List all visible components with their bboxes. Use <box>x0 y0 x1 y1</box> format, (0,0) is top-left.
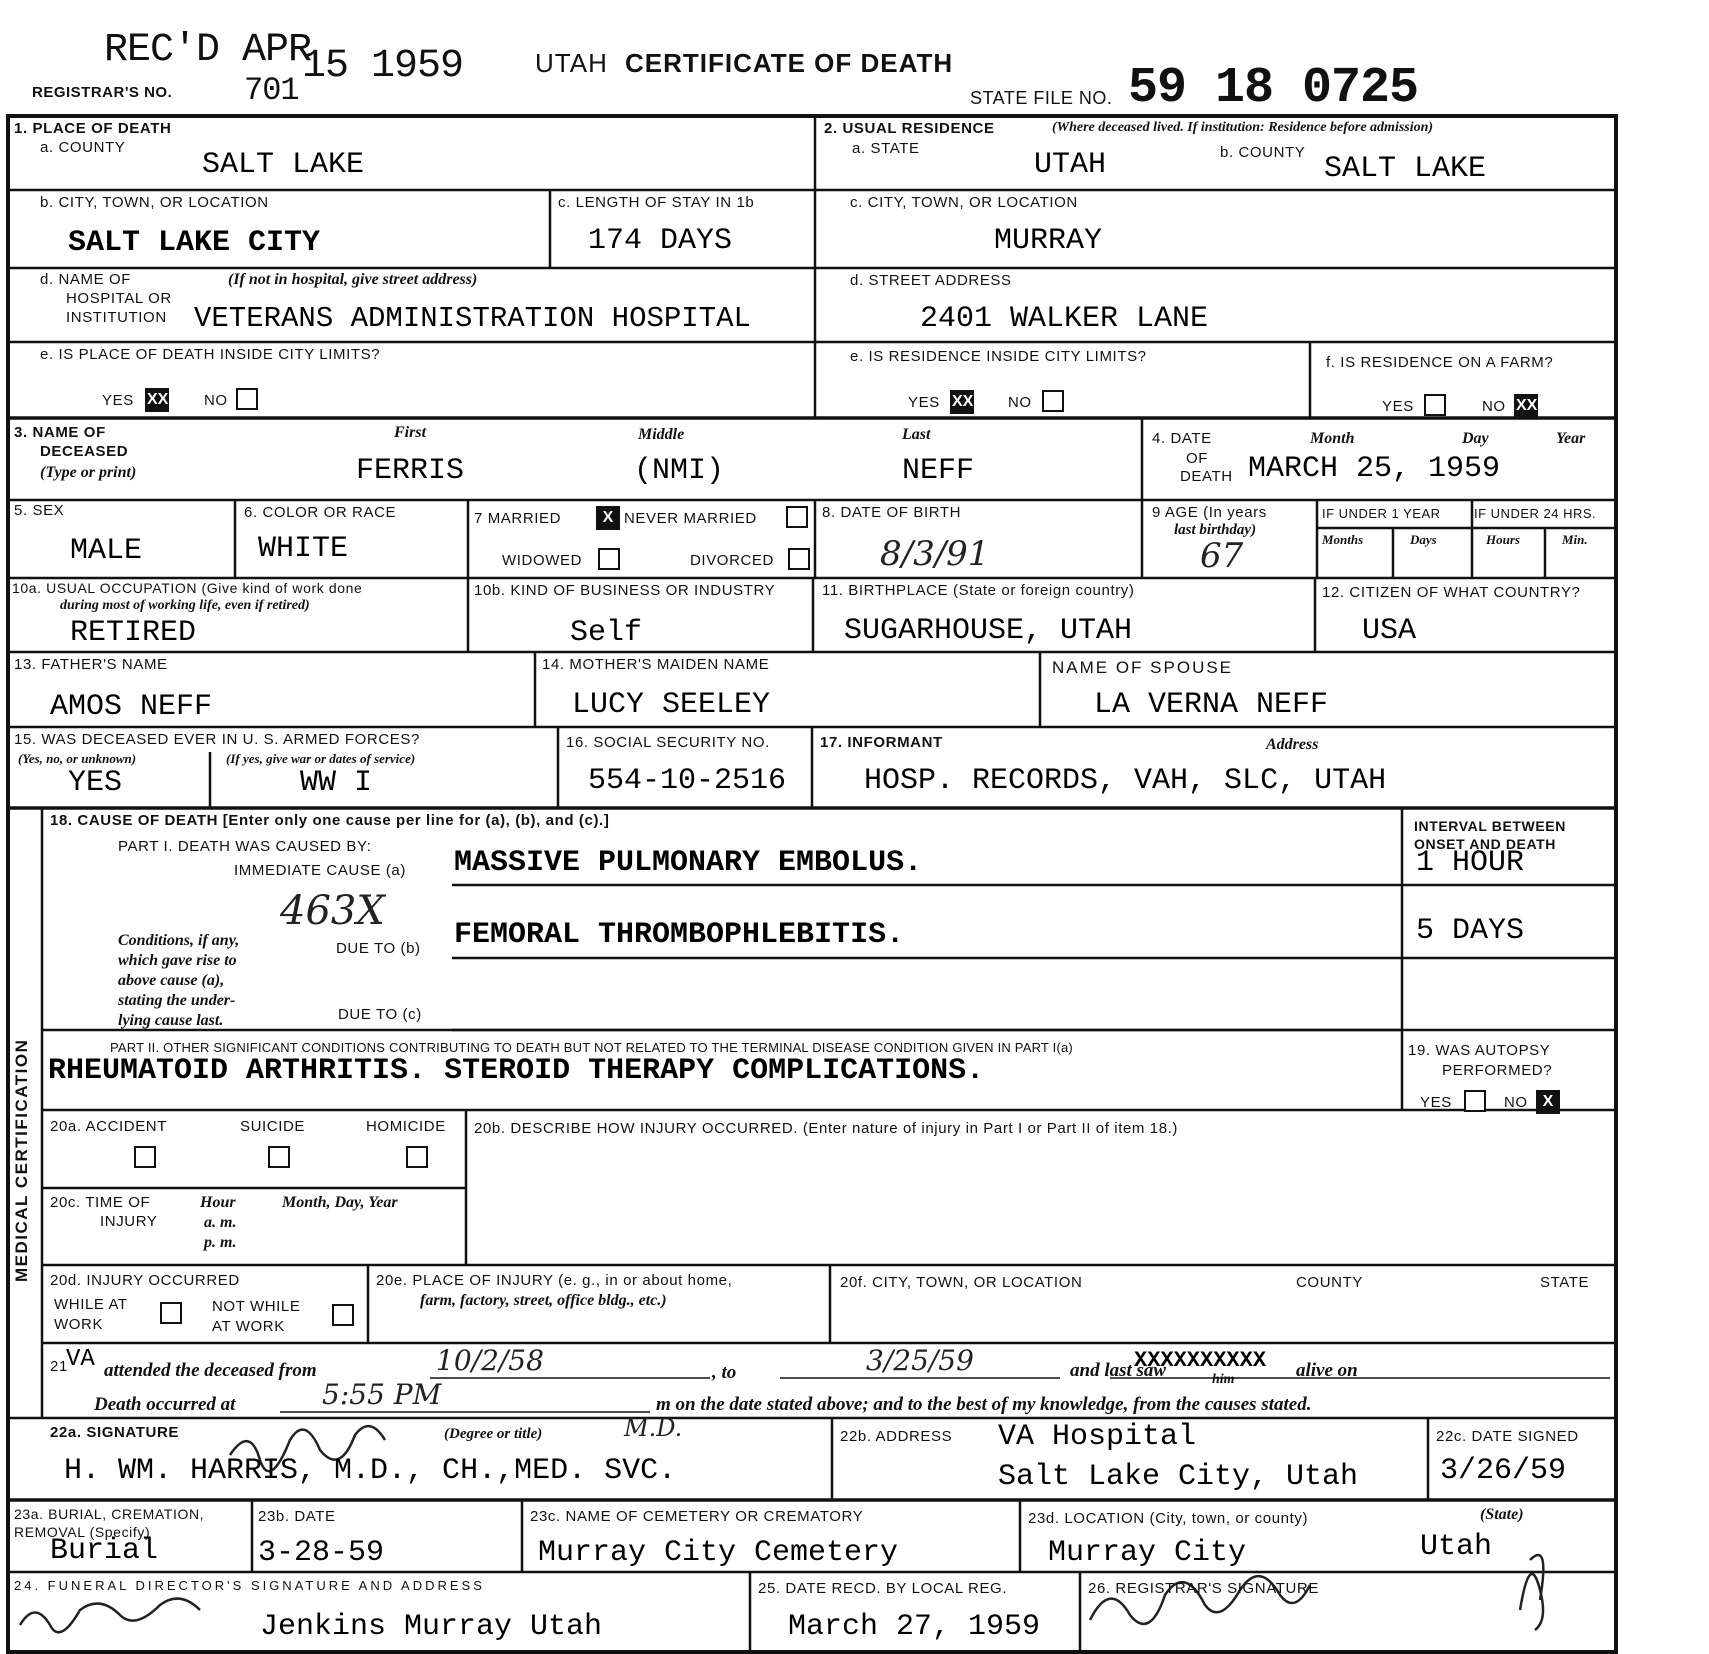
injury-state-label: STATE <box>1540 1274 1590 1291</box>
conditions-line-4: stating the under- <box>118 992 236 1009</box>
occupation-label: 10a. USUAL OCCUPATION (Give kind of work done <box>12 580 363 596</box>
farm-yes-checkbox[interactable] <box>1424 394 1446 416</box>
hospital-note: (If not in hospital, give street address) <box>228 271 478 288</box>
street-address: 2401 WALKER LANE <box>920 302 1209 336</box>
injury-city-label: 20f. CITY, TOWN, OR LOCATION <box>840 1274 1083 1291</box>
suicide-checkbox[interactable] <box>268 1146 290 1168</box>
residence-city: MURRAY <box>994 224 1103 258</box>
state-file-label: STATE FILE NO. <box>970 88 1113 108</box>
father-name: AMOS NEFF <box>50 690 213 724</box>
received-date: 15 1959 <box>302 44 464 89</box>
death-occurred-label: Death occurred at <box>94 1394 236 1415</box>
sex-label: 5. SEX <box>14 502 65 519</box>
date-of-birth: 8/3/91 <box>880 534 990 574</box>
conditions-line-2: which gave rise to <box>118 952 237 969</box>
residence-limits-label: e. IS RESIDENCE INSIDE CITY LIMITS? <box>850 348 1147 365</box>
conditions-line-3: above cause (a), <box>118 972 225 989</box>
degree-label: (Degree or title) <box>444 1426 543 1442</box>
citizen-label: 12. CITIZEN OF WHAT COUNTRY? <box>1322 584 1581 601</box>
autopsy-label-2: PERFORMED? <box>1442 1062 1553 1079</box>
hours-label: Hours <box>1486 532 1520 547</box>
injury-description-label: 20b. DESCRIBE HOW INJURY OCCURRED. (Enter nature of injury in Part I or Part II of item 18.) <box>474 1120 1179 1137</box>
received-stamp: REC'D APR <box>104 28 312 73</box>
accident-checkbox[interactable] <box>134 1146 156 1168</box>
interval-label: INTERVAL BETWEEN <box>1414 818 1566 834</box>
social-security-no: 554-10-2516 <box>588 764 787 798</box>
medical-certification-label: MEDICAL CERTIFICATION <box>12 1038 31 1282</box>
months-label: Months <box>1322 532 1364 547</box>
injury-occurred-label: 20d. INJURY OCCURRED <box>50 1272 240 1289</box>
under-1-year-label: IF UNDER 1 YEAR <box>1322 506 1441 521</box>
never-married-checkbox[interactable] <box>786 506 808 528</box>
part1-label: PART I. DEATH WAS CAUSED BY: <box>118 838 372 855</box>
residence-limits-no-label: NO <box>1008 394 1032 411</box>
date-of-death: MARCH 25, 1959 <box>1248 452 1501 486</box>
cemetery-name: Murray City Cemetery <box>538 1536 899 1570</box>
stay-label: c. LENGTH OF STAY IN 1b <box>558 194 755 211</box>
inside-limits-label: e. IS PLACE OF DEATH INSIDE CITY LIMITS? <box>40 346 381 363</box>
farm-no-label: NO <box>1482 398 1506 415</box>
day-label: Day <box>1462 430 1489 447</box>
struck-text: XXXXXXXXXX <box>1134 1348 1267 1373</box>
cemetery-state: Utah <box>1420 1530 1493 1564</box>
month-label: Month <box>1310 430 1355 447</box>
cause-code: 463X <box>280 888 385 934</box>
residence-note: (Where deceased lived. If institution: Residence before admission) <box>1052 120 1434 135</box>
name-label-2: DECEASED <box>40 443 129 460</box>
not-while-work-label-2: AT WORK <box>212 1318 285 1335</box>
year-label: Year <box>1556 430 1586 447</box>
suicide-label: SUICIDE <box>240 1118 306 1135</box>
registrar-no: 701 <box>244 72 299 109</box>
accident-label: 20a. ACCIDENT <box>50 1118 168 1135</box>
cemetery-location-label: 23d. LOCATION (City, town, or county) <box>1028 1510 1309 1527</box>
am-label: a. m. <box>204 1214 237 1231</box>
title-state: UTAH <box>535 48 608 78</box>
hospital-label-2: HOSPITAL OR <box>66 290 172 307</box>
due-to-b-label: DUE TO (b) <box>336 940 421 957</box>
death-limits-yes-label: YES <box>102 392 134 409</box>
date-recd-label: 25. DATE RECD. BY LOCAL REG. <box>758 1580 1008 1597</box>
dod-label-2: OF <box>1186 450 1209 467</box>
residence-limits-yes-checkbox[interactable]: XX <box>950 390 974 414</box>
middle-label: Middle <box>638 426 685 443</box>
street-label: d. STREET ADDRESS <box>850 272 1012 289</box>
residence-state-label: a. STATE <box>852 140 920 157</box>
death-county: SALT LAKE <box>202 148 365 182</box>
death-limits-no-checkbox[interactable] <box>236 388 258 410</box>
residence-state: UTAH <box>1034 148 1107 182</box>
divorced-checkbox[interactable] <box>788 548 810 570</box>
county-label: a. COUNTY <box>40 139 126 156</box>
business-label: 10b. KIND OF BUSINESS OR INDUSTRY <box>474 582 776 599</box>
him-text: him <box>1212 1372 1235 1387</box>
cemetery-state-label: (State) <box>1480 1506 1524 1523</box>
mother-name: LUCY SEELEY <box>572 688 771 722</box>
signer-name: H. WM. HARRIS, M.D., CH.,MED. SVC. <box>64 1454 677 1488</box>
state-file-no: 59 18 0725 <box>1128 60 1419 117</box>
forces-sub-2: (If yes, give war or dates of service) <box>226 751 416 766</box>
birthplace: SUGARHOUSE, UTAH <box>844 614 1133 648</box>
sex: MALE <box>70 534 143 568</box>
autopsy-yes-checkbox[interactable] <box>1464 1090 1486 1112</box>
part2-label: PART II. OTHER SIGNIFICANT CONDITIONS CONTRIBUTING TO DEATH BUT NOT RELATED TO THE TERMINAL DISEASE CONDITION GIVEN IN PART I(a) <box>110 1040 1073 1055</box>
under-24-hrs-label: IF UNDER 24 HRS. <box>1474 506 1597 521</box>
immediate-cause-label: IMMEDIATE CAUSE (a) <box>234 862 406 879</box>
burial-label: 23a. BURIAL, CREMATION, <box>14 1506 205 1522</box>
days-label: Days <box>1410 532 1437 547</box>
cause-a: MASSIVE PULMONARY EMBOLUS. <box>454 846 923 880</box>
attendance-prefix: 21 <box>50 1358 68 1375</box>
pm-label: p. m. <box>204 1234 237 1251</box>
widowed-label: WIDOWED <box>502 552 583 569</box>
conditions-line-1: Conditions, if any, <box>118 932 240 949</box>
signer-address-2: Salt Lake City, Utah <box>998 1460 1359 1494</box>
divorced-label: DIVORCED <box>690 552 774 569</box>
due-to-c-label: DUE TO (c) <box>338 1006 422 1023</box>
last-name: NEFF <box>902 454 975 488</box>
interval-label-2: ONSET AND DEATH <box>1414 836 1556 852</box>
first-label: First <box>394 424 427 441</box>
mdy-label: Month, Day, Year <box>282 1194 398 1211</box>
place-of-injury-label-2: farm, factory, street, office bldg., etc.) <box>420 1292 667 1309</box>
mother-label: 14. MOTHER'S MAIDEN NAME <box>542 656 770 673</box>
attended-to: 3/25/59 <box>866 1344 974 1377</box>
never-married-label: NEVER MARRIED <box>624 510 757 527</box>
min-label: Min. <box>1562 532 1588 547</box>
residence-county-label: b. COUNTY <box>1220 144 1306 161</box>
name-label-3: (Type or print) <box>40 464 137 481</box>
while-at-work-label: WHILE AT <box>54 1296 128 1313</box>
informant-label: 17. INFORMANT <box>820 734 943 751</box>
farm-yes-label: YES <box>1382 398 1414 415</box>
autopsy-yes-label: YES <box>1420 1094 1452 1111</box>
farm-label: f. IS RESIDENCE ON A FARM? <box>1326 354 1554 371</box>
hospital-label: d. NAME OF <box>40 271 132 288</box>
middle-name: (NMI) <box>634 454 725 488</box>
war-service: WW I <box>300 766 373 800</box>
race: WHITE <box>258 532 349 566</box>
attended-from: 10/2/58 <box>436 1344 544 1377</box>
name-label: 3. NAME OF <box>14 424 106 441</box>
age-label-2: last birthday) <box>1174 522 1257 538</box>
cemetery-location: Murray City <box>1048 1536 1247 1570</box>
attended-text: attended the deceased from <box>104 1360 317 1381</box>
degree-handwritten: M.D. <box>624 1414 683 1442</box>
widowed-checkbox[interactable] <box>598 548 620 570</box>
age-label: 9 AGE (In years <box>1152 504 1267 521</box>
injury-county-label: COUNTY <box>1296 1274 1363 1291</box>
part2-conditions: RHEUMATOID ARTHRITIS. STEROID THERAPY COMPLICATIONS. <box>48 1054 985 1088</box>
forces-label: 15. WAS DECEASED EVER IN U. S. ARMED FORCES? <box>14 731 420 748</box>
birthplace-label: 11. BIRTHPLACE (State or foreign country) <box>822 582 1135 599</box>
not-while-work-label: NOT WHILE <box>212 1298 301 1315</box>
hour-label: Hour <box>200 1194 236 1211</box>
while-at-work-checkbox[interactable] <box>160 1302 182 1324</box>
residence-label: 2. USUAL RESIDENCE <box>824 120 995 137</box>
age: 67 <box>1200 536 1244 576</box>
and-last-saw: and last saw <box>1070 1360 1167 1381</box>
death-city: SALT LAKE CITY <box>68 226 321 260</box>
burial-type: Burial <box>50 1534 159 1568</box>
spouse-label: NAME OF SPOUSE <box>1052 658 1234 677</box>
autopsy-label: 19. WAS AUTOPSY <box>1408 1042 1551 1059</box>
place-of-injury-label: 20e. PLACE OF INJURY (e. g., in or about home, <box>376 1272 733 1289</box>
certificate-title: CERTIFICATE OF DEATH <box>625 48 954 78</box>
dob-label: 8. DATE OF BIRTH <box>822 504 962 521</box>
city-label: b. CITY, TOWN, OR LOCATION <box>40 194 269 211</box>
autopsy-no-checkbox[interactable]: X <box>1536 1090 1560 1114</box>
autopsy-no-label: NO <box>1504 1094 1528 1111</box>
business: Self <box>570 616 643 650</box>
ssn-label: 16. SOCIAL SECURITY NO. <box>566 734 770 751</box>
first-name: FERRIS <box>356 454 465 488</box>
attestation-text: m on the date stated above; and to the best of my knowledge, from the causes stated. <box>656 1394 1312 1415</box>
homicide-label: HOMICIDE <box>366 1118 446 1135</box>
dod-label-3: DEATH <box>1180 468 1233 485</box>
spouse-name: LA VERNA NEFF <box>1094 688 1329 722</box>
residence-limits-yes-label: YES <box>908 394 940 411</box>
cause-label: 18. CAUSE OF DEATH [Enter only one cause per line for (a), (b), and (c).] <box>50 812 610 829</box>
interval-b: 5 DAYS <box>1416 914 1525 948</box>
cemetery-label: 23c. NAME OF CEMETERY OR CREMATORY <box>530 1508 864 1525</box>
death-limits-yes-checkbox[interactable]: XX <box>145 388 169 412</box>
armed-forces: YES <box>68 766 123 800</box>
not-while-work-checkbox[interactable] <box>332 1304 354 1326</box>
informant: HOSP. RECORDS, VAH, SLC, UTAH <box>864 764 1387 798</box>
burial-date-label: 23b. DATE <box>258 1508 336 1525</box>
alive-on: alive on <box>1296 1360 1358 1381</box>
attender: VA <box>66 1346 95 1373</box>
last-label: Last <box>902 426 931 443</box>
funeral-director: Jenkins Murray Utah <box>260 1610 603 1644</box>
citizen: USA <box>1362 614 1417 648</box>
married-checkbox[interactable]: X <box>596 506 620 530</box>
time-of-injury-label: 20c. TIME OF <box>50 1194 151 1211</box>
married-label: 7 MARRIED <box>474 510 562 527</box>
length-of-stay: 174 DAYS <box>588 224 733 258</box>
interval-a: 1 HOUR <box>1416 846 1525 880</box>
registrar-no-label: REGISTRAR'S NO. <box>32 84 173 101</box>
conditions-line-5: lying cause last. <box>118 1012 224 1029</box>
signature-label: 22a. SIGNATURE <box>50 1424 179 1441</box>
death-limits-no-label: NO <box>204 392 228 409</box>
date-signed-label: 22c. DATE SIGNED <box>1436 1428 1579 1445</box>
hospital-name: VETERANS ADMINISTRATION HOSPITAL <box>194 302 751 335</box>
residence-limits-no-checkbox[interactable] <box>1042 390 1064 412</box>
signer-address-1: VA Hospital <box>998 1420 1197 1454</box>
race-label: 6. COLOR OR RACE <box>244 504 397 521</box>
forces-sub-1: (Yes, no, or unknown) <box>18 751 137 766</box>
funeral-director-label: 24. FUNERAL DIRECTOR'S SIGNATURE AND ADDRESS <box>14 1578 485 1593</box>
informant-address-label: Address <box>1266 736 1319 753</box>
date-recd: March 27, 1959 <box>788 1610 1041 1644</box>
occupation-label-2: during most of working life, even if retired) <box>60 598 310 613</box>
to-label: , to <box>712 1362 737 1383</box>
burial-label-2: REMOVAL (Specify) <box>14 1524 151 1540</box>
while-at-work-label-2: WORK <box>54 1316 104 1333</box>
dod-label: 4. DATE <box>1152 430 1212 447</box>
occupation: RETIRED <box>70 616 197 650</box>
time-of-injury-label-2: INJURY <box>100 1213 158 1230</box>
farm-no-checkbox[interactable]: XX <box>1514 394 1538 418</box>
burial-date: 3-28-59 <box>258 1536 385 1570</box>
place-of-death-label: 1. PLACE OF DEATH <box>14 120 172 137</box>
cause-b: FEMORAL THROMBOPHLEBITIS. <box>454 918 905 952</box>
residence-city-label: c. CITY, TOWN, OR LOCATION <box>850 194 1078 211</box>
signer-address-label: 22b. ADDRESS <box>840 1428 953 1445</box>
registrar-signature-label: 26. REGISTRAR'S SIGNATURE <box>1088 1580 1319 1597</box>
homicide-checkbox[interactable] <box>406 1146 428 1168</box>
residence-county: SALT LAKE <box>1324 152 1487 186</box>
hospital-label-3: INSTITUTION <box>66 309 167 326</box>
father-label: 13. FATHER'S NAME <box>14 656 168 673</box>
death-time: 5:55 PM <box>322 1378 442 1411</box>
date-signed: 3/26/59 <box>1440 1454 1567 1488</box>
